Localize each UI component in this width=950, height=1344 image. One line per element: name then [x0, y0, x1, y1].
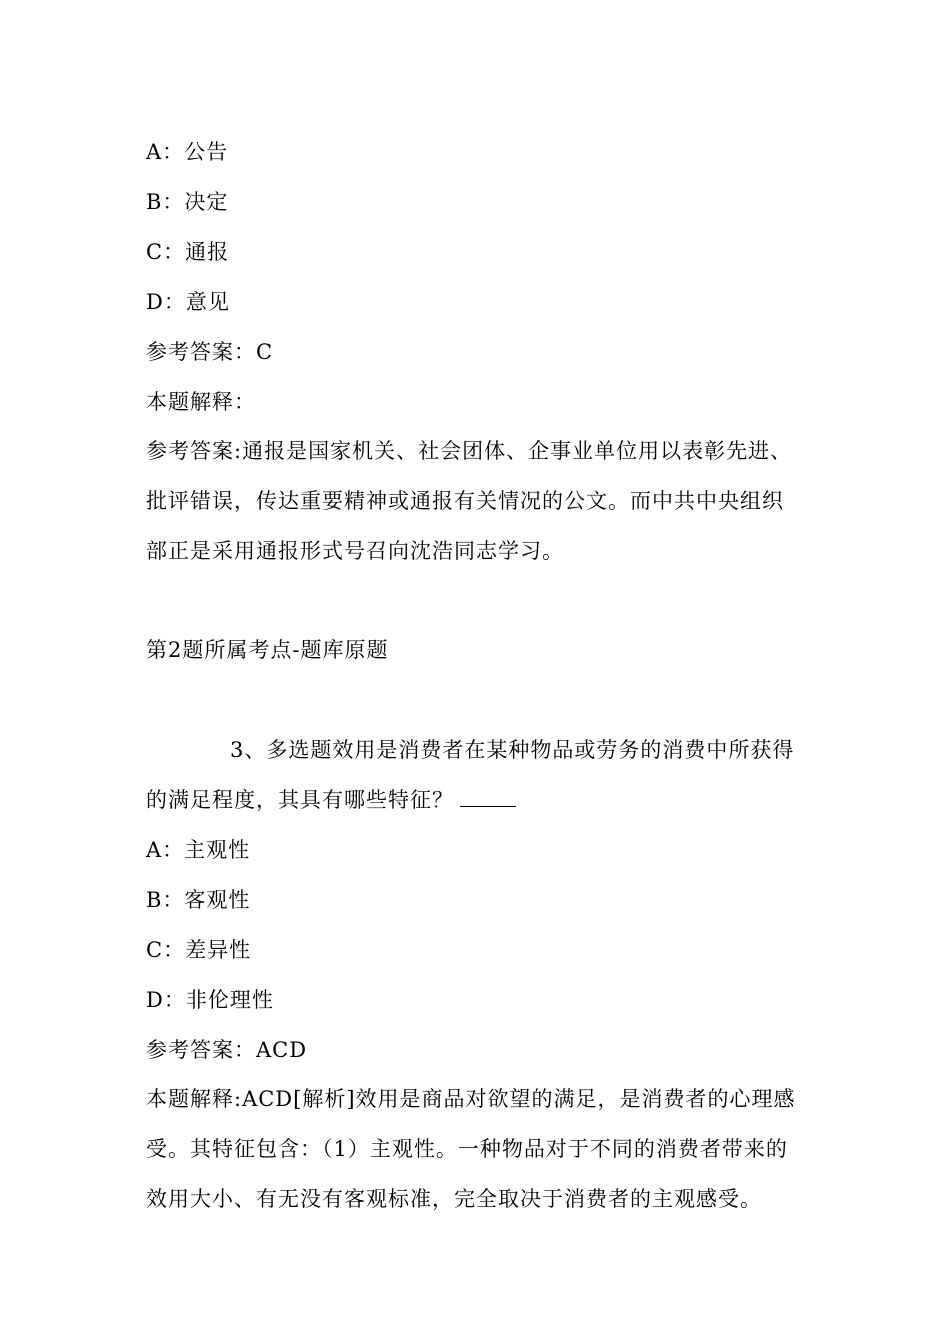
q3-explain-line-2: 受。其特征包含：（1）主观性。一种物品对于不同的消费者带来的 — [146, 1137, 788, 1161]
q2-option-a: A：公告 — [146, 140, 229, 164]
q2-explain-line-3: 部正是采用通报形式号召向沈浩同志学习。 — [146, 539, 564, 563]
q2-option-b: B：决定 — [146, 190, 229, 214]
q3-explain-line-1: 本题解释:ACD[解析]效用是商品对欲望的满足，是消费者的心理感 — [146, 1087, 796, 1111]
q2-explain-line-1: 参考答案:通报是国家机关、社会团体、企事业单位用以表彰先进、 — [146, 439, 793, 463]
answer-blank — [460, 786, 516, 807]
q3-answer: 参考答案：ACD — [146, 1038, 308, 1062]
q3-option-b: B：客观性 — [146, 888, 251, 912]
q3-option-c: C：差异性 — [146, 938, 252, 962]
q2-option-d: D：意见 — [146, 290, 230, 314]
q3-option-a: A：主观性 — [146, 838, 251, 862]
q3-option-d: D：非伦理性 — [146, 988, 274, 1012]
q2-answer: 参考答案：C — [146, 340, 274, 364]
q2-option-c: C：通报 — [146, 240, 230, 264]
q2-explain-line-2: 批评错误，传达重要精神或通报有关情况的公文。而中共中央组织 — [146, 489, 784, 513]
q3-explain-line-3: 效用大小、有无没有客观标准，完全取决于消费者的主观感受。 — [146, 1187, 762, 1211]
q3-question-line-2-wrap — [146, 786, 516, 814]
q2-explain-label: 本题解释： — [146, 390, 256, 414]
q3-question-line-1: 3、多选题效用是消费者在某种物品或劳务的消费中所获得 — [230, 738, 795, 762]
q2-topic-heading: 第2题所属考点-题库原题 — [146, 638, 389, 662]
q3-question-line-2: 的满足程度，其具有哪些特征？ — [146, 788, 454, 812]
